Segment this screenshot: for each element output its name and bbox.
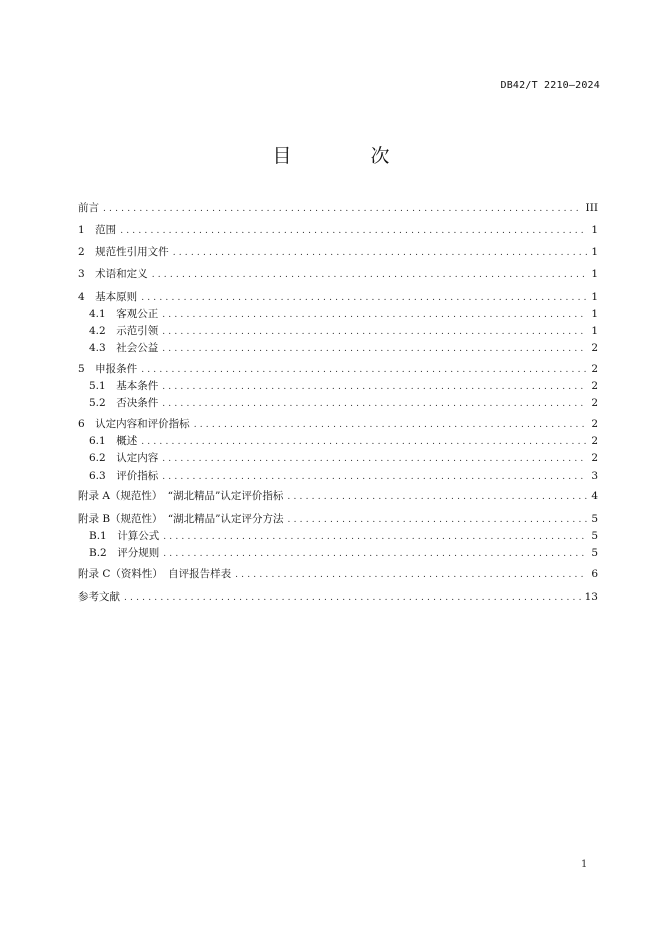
toc-entry-6-1[interactable]	[89, 433, 598, 449]
toc-entry-label: 附录 A（规范性） “湖北精品”认定评价指标	[78, 490, 284, 502]
toc-entry-label: 1 范围	[78, 224, 117, 236]
toc-leader-dots	[103, 201, 582, 217]
toc-entry-b-2[interactable]	[89, 545, 598, 561]
toc-leader-dots	[120, 223, 587, 239]
toc-leader-dots	[162, 451, 587, 467]
toc-entry-page: 1	[591, 308, 598, 320]
toc-entry-page: 1	[591, 268, 598, 280]
toc-entry-label: 6 认定内容和评价指标	[78, 418, 190, 430]
toc-leader-dots	[235, 567, 587, 583]
toc-entry-6-2[interactable]	[89, 450, 598, 466]
toc-entry-page: 3	[591, 470, 598, 482]
page-number: 1	[581, 859, 588, 870]
toc-entry-label: 6.3 评价指标	[89, 470, 159, 482]
toc-leader-dots	[124, 590, 581, 606]
toc-entry-4-2[interactable]	[89, 323, 598, 339]
toc-entry-3[interactable]	[78, 266, 598, 282]
toc-entry-label: 参考文献	[78, 591, 120, 603]
toc-leader-dots	[163, 546, 587, 562]
toc-leader-dots	[163, 529, 587, 545]
toc-leader-dots	[162, 396, 587, 412]
toc-entry-2[interactable]	[78, 244, 598, 260]
toc-entry-5[interactable]	[78, 361, 598, 377]
toc-entry-label: 4.2 示范引领	[89, 325, 159, 337]
toc-entry-4[interactable]	[78, 289, 598, 305]
toc-entry-page: 5	[591, 513, 598, 525]
toc-entry-4-3[interactable]	[89, 340, 598, 356]
toc-entry-page: 2	[591, 418, 598, 430]
toc-leader-dots	[141, 290, 587, 306]
toc-entry-page: 2	[591, 435, 598, 447]
toc-entry-label: 附录 C（资料性） 自评报告样表	[78, 568, 232, 580]
toc-entry-label: 3 术语和定义	[78, 268, 148, 280]
toc-entry-label: B.2 评分规则	[89, 547, 160, 559]
toc-entry-label: 5.2 否决条件	[89, 397, 159, 409]
toc-entry-page: 13	[584, 591, 598, 603]
toc-entry-label: B.1 计算公式	[89, 530, 160, 542]
toc-entry-page: 2	[591, 397, 598, 409]
toc-entry-annex-c[interactable]	[78, 566, 598, 582]
toc-entry-1[interactable]	[78, 222, 598, 238]
toc-entry-page: 5	[591, 547, 598, 559]
page-title: 目 次	[272, 145, 420, 167]
toc-leader-dots	[288, 512, 588, 528]
toc-entry-label: 附录 B（规范性） “湖北精品”认定评分方法	[78, 513, 284, 525]
toc-entry-label: 6.1 概述	[89, 435, 138, 447]
toc-entry-page: 4	[591, 490, 598, 502]
toc-leader-dots	[173, 245, 588, 261]
toc-entry-page: 2	[591, 380, 598, 392]
toc-leader-dots	[162, 379, 587, 395]
toc-entry-5-2[interactable]	[89, 395, 598, 411]
toc-leader-dots	[152, 267, 588, 283]
toc-entry-page: 1	[591, 246, 598, 258]
toc-entry-page: 2	[591, 452, 598, 464]
toc-entry-page: III	[585, 202, 598, 214]
toc-entry-label: 4.3 社会公益	[89, 342, 159, 354]
toc-entry-4-1[interactable]	[89, 306, 598, 322]
toc-leader-dots	[162, 469, 587, 485]
toc-leader-dots	[162, 324, 587, 340]
toc-entry-5-1[interactable]	[89, 378, 598, 394]
toc-entry-label: 2 规范性引用文件	[78, 246, 169, 258]
toc-entry-foreword[interactable]	[78, 200, 598, 216]
toc-entry-page: 1	[591, 291, 598, 303]
toc-leader-dots	[141, 362, 587, 378]
toc-entry-annex-a[interactable]	[78, 488, 598, 504]
toc-entry-page: 6	[591, 568, 598, 580]
toc-entry-label: 4.1 客观公正	[89, 308, 159, 320]
toc-leader-dots	[141, 434, 587, 450]
toc-entry-b-1[interactable]	[89, 528, 598, 544]
toc-entry-label: 5 申报条件	[78, 363, 138, 375]
toc-leader-dots	[194, 417, 588, 433]
toc-leader-dots	[162, 341, 587, 357]
toc-entry-page: 2	[591, 342, 598, 354]
toc-entry-page: 1	[591, 325, 598, 337]
toc-entry-annex-b[interactable]	[78, 511, 598, 527]
toc-entry-references[interactable]	[78, 589, 598, 605]
document-number: DB42/T 2210—2024	[500, 80, 600, 91]
toc-entry-label: 前言	[78, 202, 99, 214]
toc-entry-page: 2	[591, 363, 598, 375]
toc-entry-page: 5	[591, 530, 598, 542]
toc-entry-page: 1	[591, 224, 598, 236]
toc-leader-dots	[162, 307, 587, 323]
toc-entry-label: 6.2 认定内容	[89, 452, 159, 464]
toc-leader-dots	[287, 489, 587, 505]
toc-entry-label: 4 基本原则	[78, 291, 138, 303]
toc-entry-6[interactable]	[78, 416, 598, 432]
toc-entry-6-3[interactable]	[89, 468, 598, 484]
toc-entry-label: 5.1 基本条件	[89, 380, 159, 392]
